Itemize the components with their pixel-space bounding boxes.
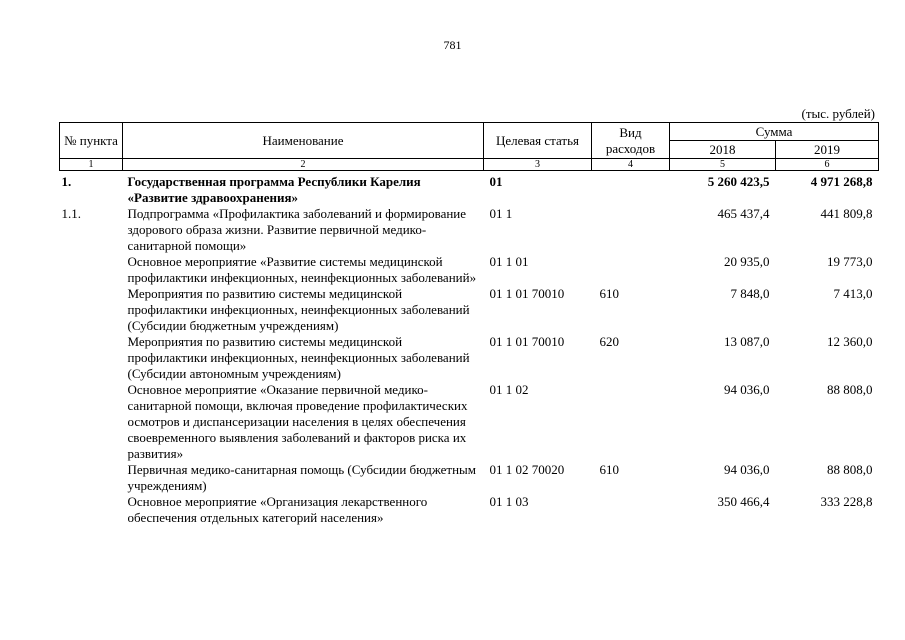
row-code: 01 1 01 70010 [489,286,565,301]
row-number: 1.1. [61,206,81,221]
row-code: 01 1 03 [489,494,529,509]
row-name: Мероприятия по развитию системы медицинской профилактики инфекционных, неинфекционных заболеваний (Субсидии бюджетным учреждениям) [127,286,470,333]
table-row [60,206,879,254]
row-code: 01 1 01 70010 [489,334,565,349]
row-kind [592,494,670,526]
row-amount-2019: 12 360,0 [827,334,873,349]
row-amount-2019: 441 809,8 [820,206,873,221]
row-code: 01 1 02 [489,382,529,397]
column-number: 3 [484,159,592,171]
header-name: Наименование [123,123,484,159]
row-amount-2019: 19 773,0 [827,254,873,269]
units-note: (тыс. рублей) [801,106,875,121]
row-name: Основное мероприятие «Организация лекарственного обеспечения отдельных категорий населения» [127,494,428,525]
row-amount-2019: 333 228,8 [820,494,873,509]
table-row [60,254,879,286]
row-number [60,462,123,494]
row-amount-2018: 350 466,4 [717,494,770,509]
row-code: 01 1 02 70020 [489,462,565,477]
row-amount-2018: 20 935,0 [724,254,770,269]
table-row [60,494,879,526]
column-number: 6 [776,159,879,171]
column-number: 2 [123,159,484,171]
table-row [60,382,879,462]
column-number: 4 [592,159,670,171]
table-header [60,123,879,171]
row-number [60,494,123,526]
budget-table [59,122,879,526]
row-amount-2018: 7 848,0 [730,286,770,301]
row-kind [592,171,670,207]
row-amount-2019: 7 413,0 [833,286,873,301]
row-name: Государственная программа Республики Карелия «Развитие здравоохранения» [127,174,421,205]
row-number [60,334,123,382]
row-amount-2018: 5 260 423,5 [707,174,770,189]
row-amount-2018: 465 437,4 [717,206,770,221]
header-year-2018: 2018 [670,141,776,159]
row-kind [592,382,670,462]
table-row [60,286,879,334]
column-number: 1 [60,159,123,171]
row-number [60,254,123,286]
row-amount-2019: 4 971 268,8 [810,174,873,189]
header-num: № пункта [60,123,123,159]
row-kind [592,254,670,286]
row-amount-2018: 13 087,0 [724,334,770,349]
row-name: Основное мероприятие «Развитие системы медицинской профилактики инфекционных, неинфекционных заболеваний» [127,254,477,285]
header-sum: Сумма [670,123,879,141]
row-name: Мероприятия по развитию системы медицинской профилактики инфекционных, неинфекционных заболеваний (Субсидии автономным учреждениям) [127,334,470,381]
header-kind: Вид расходов [592,123,670,159]
row-name: Основное мероприятие «Оказание первичной медико-санитарной помощи, включая проведение профилактических осмотров и диспансеризации населения в целях обеспечения своевременного выявления заболеваний и факторов риска их развития» [127,382,468,461]
column-numbers-row [60,159,879,171]
table-row [60,334,879,382]
row-number: 1. [61,174,72,189]
row-name: Первичная медико-санитарная помощь (Субсидии бюджетным учреждениям) [127,462,477,493]
table-body [60,171,879,527]
table-row [60,462,879,494]
row-number [60,382,123,462]
row-kind [592,206,670,254]
header-code: Целевая статья [484,123,592,159]
row-amount-2019: 88 808,0 [827,462,873,477]
row-amount-2018: 94 036,0 [724,462,770,477]
row-kind: 610 [599,286,619,301]
row-code: 01 1 [489,206,513,221]
row-kind: 620 [599,334,619,349]
row-amount-2018: 94 036,0 [724,382,770,397]
row-number [60,286,123,334]
row-name: Подпрограмма «Профилактика заболеваний и формирование здорового образа жизни. Развитие первичной медико-санитарной помощи» [127,206,467,253]
column-number: 5 [670,159,776,171]
table-row [60,171,879,207]
row-code: 01 [489,174,503,189]
row-code: 01 1 01 [489,254,529,269]
header-year-2019: 2019 [776,141,879,159]
page-number: 781 [443,38,462,52]
row-amount-2019: 88 808,0 [827,382,873,397]
row-kind: 610 [599,462,619,477]
